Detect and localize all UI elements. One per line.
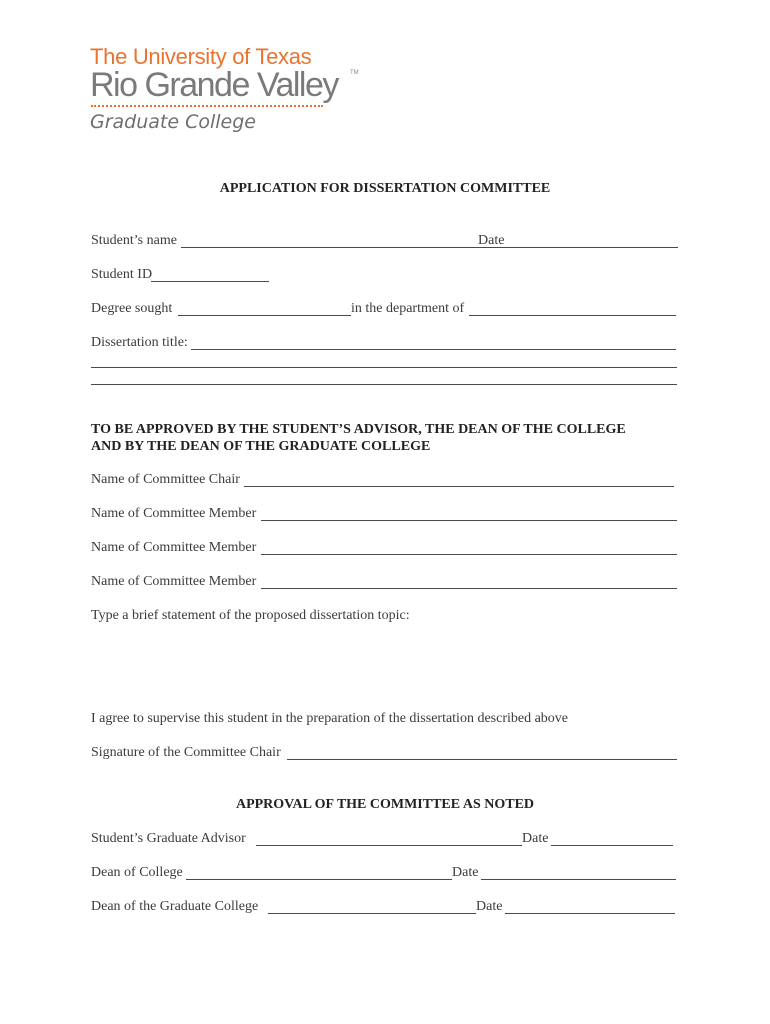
committee-member-row-3 [91,574,681,592]
dean-graduate-label: Dean of the Graduate College [91,899,259,914]
chair-signature-field[interactable] [287,759,677,760]
statement-label: Type a brief statement of the proposed dissertation topic: [91,608,410,623]
dean-graduate-row [91,899,681,917]
dean-college-label: Dean of College [91,865,183,880]
committee-member-label-2: Name of Committee Member [91,540,257,555]
date-field[interactable] [506,247,678,248]
committee-chair-field[interactable] [244,486,674,487]
graduate-advisor-field[interactable] [256,845,522,846]
dissertation-title-line-3[interactable] [91,384,677,385]
form-title: APPLICATION FOR DISSERTATION COMMITTEE [219,181,551,196]
committee-member-field-1[interactable] [261,520,677,521]
approval-heading [91,421,691,455]
dean-graduate-date-field[interactable] [505,913,675,914]
student-id-label: Student ID [91,267,153,282]
logo-trademark: TM [350,70,359,76]
logo-dotted-rule [91,105,323,107]
students-name-row [91,233,681,251]
logo-college-name: Graduate College [90,111,256,133]
degree-row [91,301,681,319]
committee-member-row-1 [91,506,681,524]
dissertation-title-line-2[interactable] [91,367,677,368]
logo-university-name: The University of Texas [90,44,312,69]
committee-chair-row [91,472,681,490]
committee-member-field-3[interactable] [261,588,677,589]
approval-heading-line-2: AND BY THE DEAN OF THE GRADUATE COLLEGE [91,439,431,454]
agreement-statement: I agree to supervise this student in the preparation of the dissertation described above [91,711,569,726]
graduate-advisor-row [91,831,681,849]
statement-text-area[interactable] [91,630,677,700]
student-id-row [91,267,291,285]
dean-graduate-date-label: Date [476,899,503,914]
committee-member-label-1: Name of Committee Member [91,506,257,521]
committee-chair-label: Name of Committee Chair [91,472,240,487]
committee-member-field-2[interactable] [261,554,677,555]
graduate-advisor-label: Student’s Graduate Advisor [91,831,246,846]
logo-campus-name: Rio Grande Valley [90,66,338,104]
department-field[interactable] [469,315,676,316]
graduate-advisor-date-field[interactable] [551,845,673,846]
dean-college-field[interactable] [186,879,452,880]
chair-signature-row [91,745,681,763]
dean-graduate-field[interactable] [268,913,476,914]
degree-sought-label: Degree sought [91,301,173,316]
graduate-advisor-date-label: Date [522,831,549,846]
committee-member-label-3: Name of Committee Member [91,574,257,589]
dissertation-title-label: Dissertation title: [91,335,188,350]
dean-college-date-label: Date [452,865,479,880]
department-label: in the department of [351,301,465,316]
university-logo [90,44,370,134]
approval-heading-line-1: TO BE APPROVED BY THE STUDENT’S ADVISOR, THE DEAN OF THE COLLEGE [91,422,626,437]
dissertation-title-field[interactable] [191,349,676,350]
student-id-field[interactable] [151,281,269,282]
date-label: Date [478,233,505,248]
chair-signature-label: Signature of the Committee Chair [91,745,281,760]
students-name-label: Student’s name [91,233,177,248]
degree-sought-field[interactable] [178,315,351,316]
dean-college-row [91,865,681,883]
dean-college-date-field[interactable] [481,879,676,880]
dissertation-title-row [91,335,681,353]
committee-approval-heading: APPROVAL OF THE COMMITTEE AS NOTED [235,797,535,812]
committee-member-row-2 [91,540,681,558]
